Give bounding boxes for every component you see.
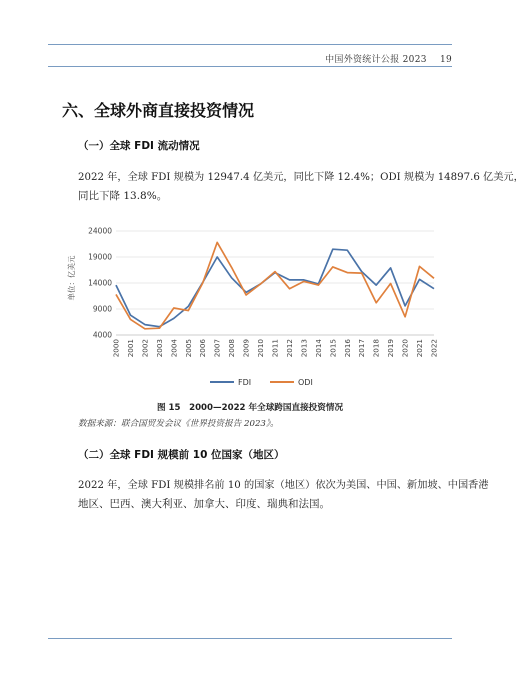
x-tick-label: 2011 <box>270 339 280 358</box>
y-tick-label: 24000 <box>88 226 112 236</box>
x-tick-label: 2002 <box>140 339 150 358</box>
x-tick-label: 2020 <box>400 339 410 358</box>
fdi-odi-line-chart <box>67 222 440 392</box>
y-tick-label: 14000 <box>88 278 112 288</box>
y-axis-label: 单位：亿美元 <box>67 255 76 301</box>
chart-legend <box>210 378 313 387</box>
x-tick-labels <box>112 339 439 358</box>
x-tick-label: 2012 <box>284 339 294 358</box>
paragraph-top10 <box>78 476 489 514</box>
section-title: 六、全球外商直接投资情况 <box>62 101 255 120</box>
y-tick-label: 19000 <box>88 252 112 262</box>
x-tick-label: 2016 <box>342 339 352 358</box>
x-tick-label: 2005 <box>183 339 193 358</box>
legend-label-fdi: FDI <box>238 378 252 387</box>
page-number: 19 <box>439 55 452 65</box>
x-tick-label: 2018 <box>371 339 381 358</box>
paragraph-fdi-flows <box>78 168 524 206</box>
x-tick-label: 2007 <box>212 339 222 358</box>
x-tick-label: 2006 <box>198 339 208 358</box>
legend-label-odi: ODI <box>298 378 313 387</box>
subsection-heading-fdi-flows: （一）全球 FDI 流动情况 <box>78 140 200 152</box>
paragraph-line: 地区、巴西、澳大利亚、加拿大、印度、瑞典和法国。 <box>78 498 330 510</box>
chart-series <box>116 242 434 328</box>
footer-rule <box>48 638 452 639</box>
running-header <box>325 52 452 65</box>
paragraph-line: 同比下降 13.8%。 <box>78 190 168 202</box>
figure-caption: 图 15 2000—2022 年全球跨国直接投资情况 <box>156 403 344 413</box>
x-tick-label: 2014 <box>313 339 323 358</box>
x-tick-label: 2017 <box>357 339 367 358</box>
x-tick-label: 2001 <box>125 339 135 358</box>
y-tick-label: 9000 <box>92 304 112 314</box>
x-tick-label: 2022 <box>429 339 439 358</box>
x-tick-label: 2000 <box>111 339 121 358</box>
x-tick-label: 2021 <box>415 339 425 358</box>
y-tick-label: 4000 <box>92 330 112 340</box>
subsection-heading-top10: （二）全球 FDI 规模前 10 位国家（地区） <box>78 449 285 461</box>
x-tick-label: 2019 <box>386 339 396 358</box>
figure-source: 数据来源：联合国贸发会议《世界投资报告 2023》。 <box>78 419 279 429</box>
series-line-odi <box>116 242 434 328</box>
x-tick-label: 2010 <box>256 339 266 358</box>
header-rule-top <box>48 44 452 45</box>
x-tick-label: 2003 <box>154 339 164 358</box>
x-tick-label: 2009 <box>241 339 251 358</box>
paragraph-line: 2022 年，全球 FDI 规模排名前 10 的国家（地区）依次为美国、中国、新加坡、中国香港 <box>78 480 489 491</box>
x-tick-label: 2013 <box>299 339 309 358</box>
header-rule-bottom <box>48 66 452 67</box>
x-tick-label: 2008 <box>227 339 237 358</box>
x-tick-label: 2004 <box>169 339 179 358</box>
report-title: 中国外资统计公报 2023 <box>325 55 427 65</box>
x-tick-label: 2015 <box>328 339 338 358</box>
paragraph-line: 2022 年，全球 FDI 规模为 12947.4 亿美元，同比下降 12.4%；ODI 规模为 14897.6 亿美元， <box>78 172 524 183</box>
